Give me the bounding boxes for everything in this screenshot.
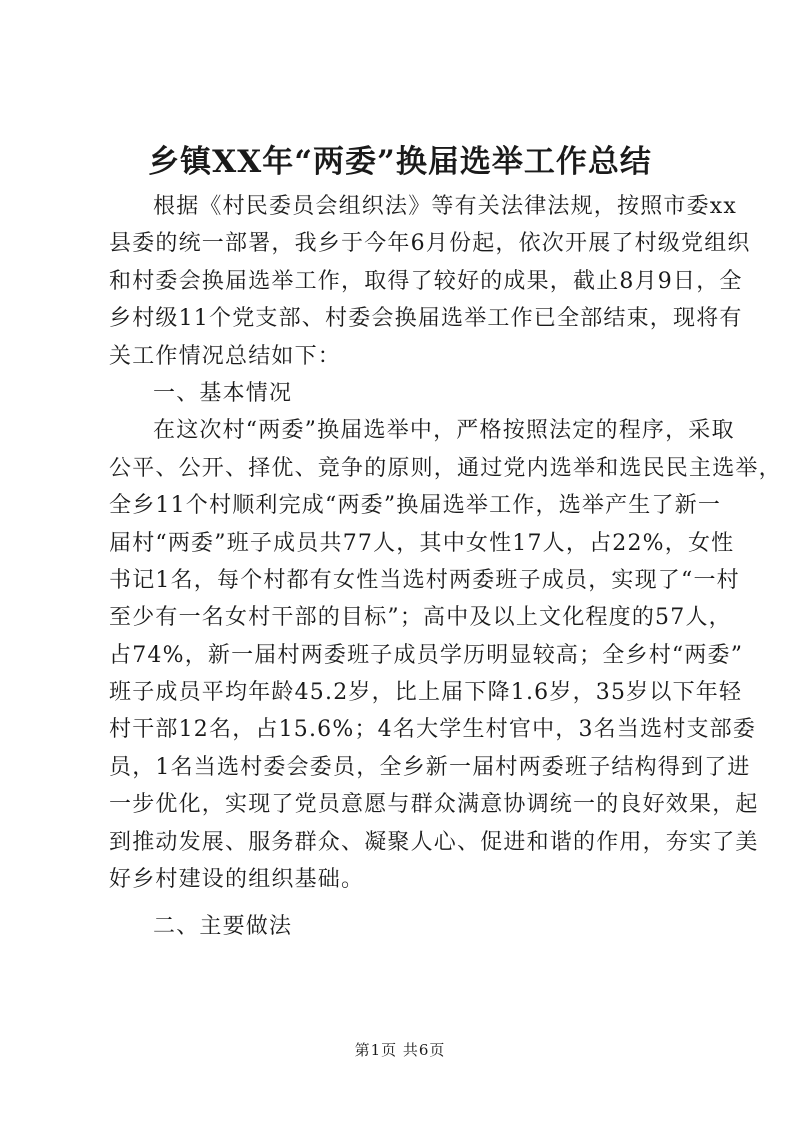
paragraph-line: 公平、公开、择优、竞争的原则，通过党内选举和选民民主选举，: [109, 455, 782, 481]
paragraph-line: 班子成员平均年龄45.2岁，比上届下降1.6岁，35岁以下年轻: [109, 680, 743, 706]
document-body: [109, 188, 782, 946]
paragraph-line: 村干部12名，占15.6%；4名大学生村官中，3名当选村支部委: [109, 717, 757, 743]
paragraph-line: 至少有一名女村干部的目标”；高中及以上文化程度的57人，: [109, 605, 732, 631]
paragraph-line: 关工作情况总结如下：: [109, 343, 342, 369]
paragraph-line: 县委的统一部署，我乡于今年6月份起，依次开展了村级党组织: [109, 231, 751, 257]
paragraph-line: 在这次村“两委”换届选举中，严格按照法定的程序，采取: [153, 418, 735, 444]
paragraph-line: 好乡村建设的组织基础。: [109, 867, 365, 893]
paragraph-line: 乡村级11个党支部、村委会换届选举工作已全部结束，现将有: [109, 306, 743, 332]
paragraph-line: 根据《村民委员会组织法》等有关法律法规，按照市委xx: [153, 194, 738, 219]
paragraph-line: 届村“两委”班子成员共77人，其中女性17人，占22%，女性: [109, 530, 735, 556]
paragraph-line: 和村委会换届选举工作，取得了较好的成果，截止8月9日，全: [109, 268, 743, 294]
paragraph-line: 书记1名，每个村都有女性当选村两委班子成员，实现了“一村: [109, 567, 740, 593]
paragraph-line: 全乡11个村顺利完成“两委”换届选举工作，选举产生了新一: [109, 493, 722, 519]
paragraph-line: 占74%，新一届村两委班子成员学历明显较高；全乡村“两委”: [109, 642, 744, 668]
paragraph-line: 到推动发展、服务群众、凝聚人心、促进和谐的作用，夯实了美: [109, 829, 759, 855]
paragraph-line: 一步优化，实现了党员意愿与群众满意协调统一的良好效果，起: [109, 792, 759, 818]
paragraph-line: 员，1名当选村委会委员，全乡新一届村两委班子结构得到了进: [109, 754, 751, 780]
section-heading: 一、基本情况: [153, 380, 293, 406]
page-footer: 第1页 共6页: [354, 1041, 446, 1059]
section-heading: 二、主要做法: [153, 914, 293, 940]
document-title: 乡镇XX年“两委”换届选举工作总结: [148, 144, 652, 180]
